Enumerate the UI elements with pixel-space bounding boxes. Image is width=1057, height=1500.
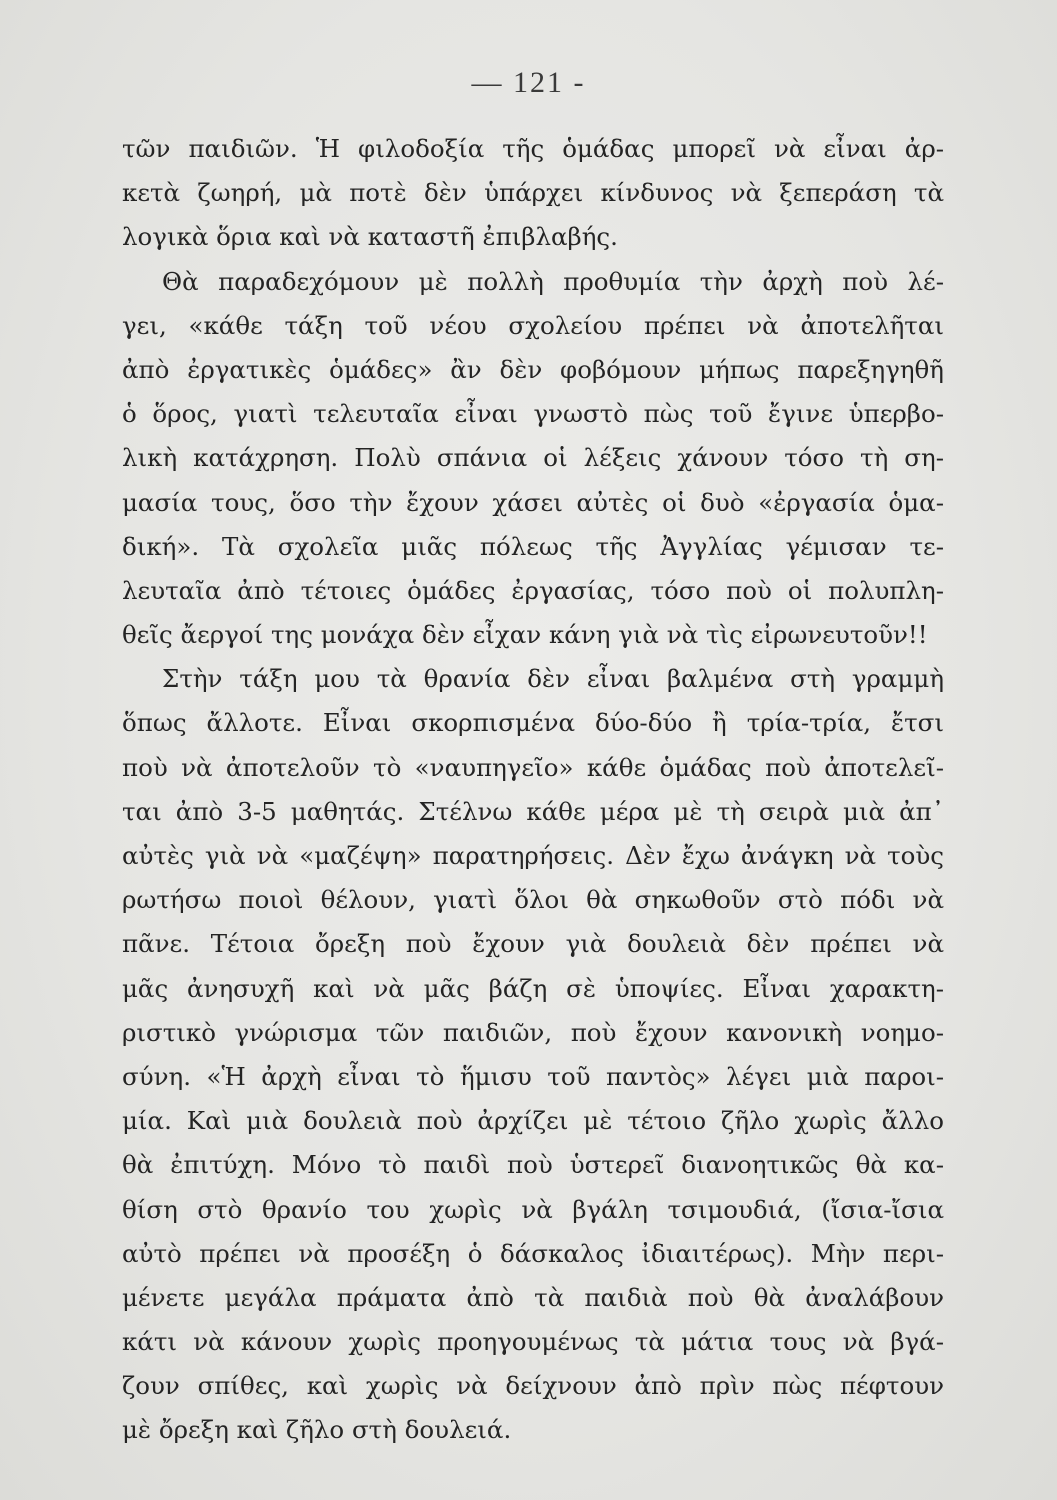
text-line: Θὰ παραδεχόμουν μὲ πολλὴ προθυμία τὴν ἀρχὴ ποὺ λέ-: [162, 266, 944, 296]
text-line: μένετε μεγάλα πράματα ἀπὸ τὰ παιδιὰ ποὺ θὰ ἀναλάβουν: [122, 1282, 944, 1312]
text-line: θεῖς ἄεργοί της μονάχα δὲν εἶχαν κάνη γιὰ νὰ τὶς εἰρωνευτοῦν!!: [122, 620, 928, 650]
text-line: ποὺ νὰ ἀποτελοῦν τὸ «ναυπηγεῖο» κάθε ὁμάδας ποὺ ἀποτελεῖ-: [122, 752, 944, 782]
text-line: λευταῖα ἀπὸ τέτοιες ὁμάδες ἐργασίας, τόσο ποὺ οἱ πολυπλη-: [122, 575, 944, 605]
text-line: σύνη. «Ἡ ἀρχὴ εἶναι τὸ ἥμισυ τοῦ παντὸς» λέγει μιὰ παροι-: [122, 1061, 944, 1091]
body-text: [122, 127, 944, 1453]
text-line: ὅπως ἄλλοτε. Εἶναι σκορπισμένα δύο-δύο ἢ τρία-τρία, ἔτσι: [122, 708, 944, 738]
text-line: πᾶνε. Τέτοια ὄρεξη ποὺ ἔχουν γιὰ δουλειὰ δὲν πρέπει νὰ: [122, 929, 944, 959]
text-line: δική». Τὰ σχολεῖα μιᾶς πόλεως τῆς Ἀγγλίας γέμισαν τε-: [122, 531, 944, 561]
text-line: αὐτὲς γιὰ νὰ «μαζέψη» παρατηρήσεις. Δὲν ἔχω ἀνάγκη νὰ τοὺς: [122, 841, 944, 870]
text-line: ζουν σπίθες, καὶ χωρὶς νὰ δείχνουν ἀπὸ πρὶν πὼς πέφτουν: [122, 1371, 944, 1401]
text-line: λογικὰ ὅρια καὶ νὰ καταστῆ ἐπιβλαβής.: [122, 222, 618, 252]
text-line: θίση στὸ θρανίο του χωρὶς νὰ βγάλη τσιμουδιά, (ἴσια-ἴσια: [122, 1194, 944, 1224]
text-line: μία. Καὶ μιὰ δουλειὰ ποὺ ἀρχίζει μὲ τέτοιο ζῆλο χωρὶς ἄλλο: [122, 1106, 944, 1136]
page-number: — 121 -: [471, 66, 586, 99]
text-line: λικὴ κατάχρηση. Πολὺ σπάνια οἱ λέξεις χάνουν τόσο τὴ ση-: [122, 443, 944, 473]
text-line: ἀπὸ ἐργατικὲς ὁμάδες» ἂν δὲν φοβόμουν μήπως παρεξηγηθῆ: [122, 354, 944, 384]
text-line: ριστικὸ γνώρισμα τῶν παιδιῶν, ποὺ ἔχουν κανονικὴ νοημο-: [122, 1017, 944, 1047]
text-line: αὐτὸ πρέπει νὰ προσέξη ὁ δάσκαλος ἰδιαιτέρως). Μὴν περι-: [122, 1238, 944, 1268]
text-line: ται ἀπὸ 3-5 μαθητάς. Στέλνω κάθε μέρα μὲ τὴ σειρὰ μιὰ ἀπ᾽: [122, 796, 944, 826]
text-line: μὲ ὄρεξη καὶ ζῆλο στὴ δουλειά.: [122, 1415, 512, 1445]
text-line: κάτι νὰ κάνουν χωρὶς προηγουμένως τὰ μάτια τους νὰ βγά-: [122, 1327, 944, 1357]
text-line: κετὰ ζωηρή, μὰ ποτὲ δὲν ὑπάρχει κίνδυνος νὰ ξεπεράση τὰ: [122, 178, 944, 208]
text-line: τῶν παιδιῶν. Ἡ φιλοδοξία τῆς ὁμάδας μπορεῖ νὰ εἶναι ἀρ-: [122, 134, 944, 163]
text-line: Στὴν τάξη μου τὰ θρανία δὲν εἶναι βαλμένα στὴ γραμμὴ: [162, 664, 944, 694]
text-line: ρωτήσω ποιοὶ θέλουν, γιατὶ ὅλοι θὰ σηκωθοῦν στὸ πόδι νὰ: [122, 885, 944, 915]
text-line: ὁ ὅρος, γιατὶ τελευταῖα εἶναι γνωστὸ πὼς τοῦ ἔγινε ὑπερβο-: [122, 399, 944, 429]
text-line: γει, «κάθε τάξη τοῦ νέου σχολείου πρέπει νὰ ἀποτελῆται: [122, 310, 944, 340]
text-line: θὰ ἐπιτύχη. Μόνο τὸ παιδὶ ποὺ ὑστερεῖ διανοητικῶς θὰ κα-: [122, 1150, 944, 1180]
text-line: μᾶς ἀνησυχῆ καὶ νὰ μᾶς βάζη σὲ ὑποψίες. Εἶναι χαρακτη-: [122, 973, 944, 1003]
text-line: μασία τους, ὅσο τὴν ἔχουν χάσει αὐτὲς οἱ δυὸ «ἐργασία ὁμα-: [122, 487, 944, 517]
